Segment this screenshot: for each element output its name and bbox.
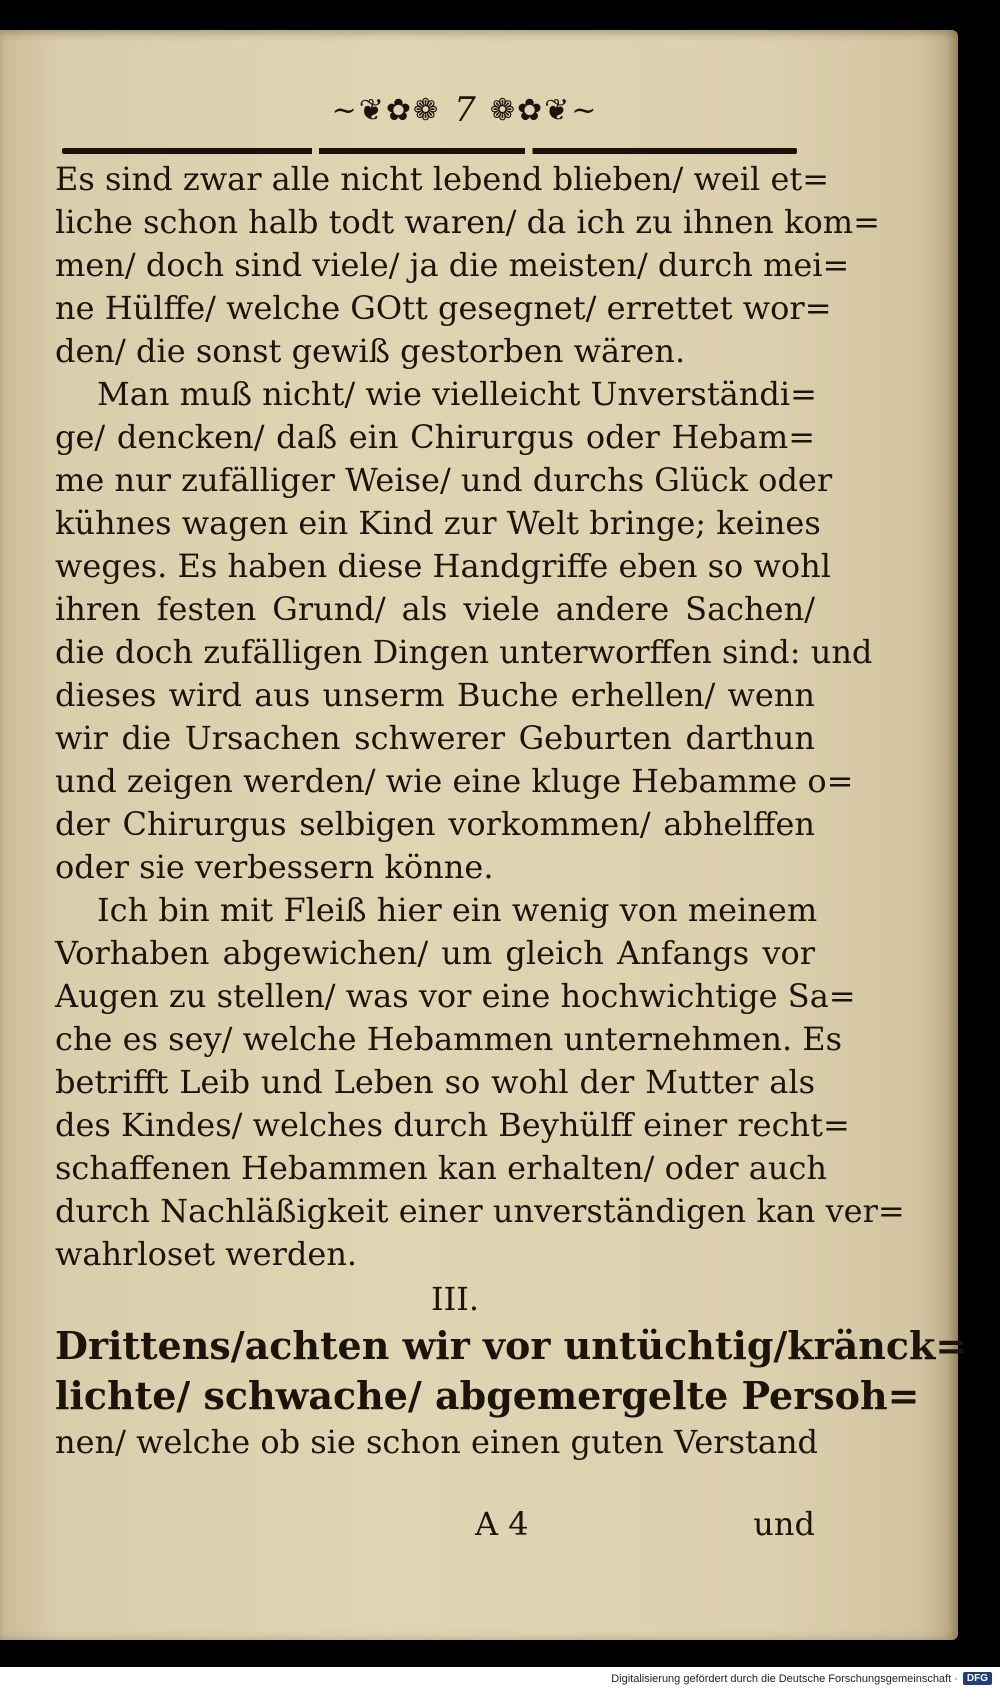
header-rule bbox=[62, 148, 797, 154]
text-line: liche schon halb todt waren/ da ich zu ihnen kom= bbox=[55, 203, 880, 241]
text-line: betrifft Leib und Leben so wohl der Mutter als bbox=[55, 1063, 815, 1101]
paragraph-4 bbox=[55, 1321, 968, 1464]
credit-text: Digitalisierung gefördert durch die Deutsche Forschungsgemeinschaft · bbox=[611, 1672, 958, 1685]
text-line: weges. Es haben diese Handgriffe eben so wohl bbox=[55, 547, 831, 585]
text-line: Man muß nicht/ wie vielleicht Unverständi= bbox=[97, 375, 817, 413]
body-text bbox=[55, 158, 968, 1464]
digitization-credit bbox=[0, 1667, 1000, 1690]
signature-mark: A 4 bbox=[475, 1505, 529, 1543]
text-line: Drittens/achten wir vor untüchtig/kränck= bbox=[55, 1323, 968, 1368]
text-line: Es sind zwar alle nicht lebend blieben/ weil et= bbox=[55, 160, 830, 198]
ornament-right: ❁✿❦~ bbox=[489, 92, 599, 128]
text-line: schaffenen Hebammen kan erhalten/ oder auch bbox=[55, 1149, 827, 1187]
text-line: kühnes wagen ein Kind zur Welt bringe; keines bbox=[55, 504, 821, 542]
text-line: des Kindes/ welches durch Beyhülff einer recht= bbox=[55, 1106, 850, 1144]
text-line: lichte/ schwache/ abgemergelte Persoh= bbox=[55, 1373, 920, 1418]
book-page bbox=[0, 30, 968, 1640]
text-line: die doch zufälligen Dingen unterworffen sind: und bbox=[55, 633, 873, 671]
text-line: und zeigen werden/ wie eine kluge Hebamme o= bbox=[55, 762, 854, 800]
section-number: III. bbox=[430, 1280, 480, 1318]
text-line: ne Hülffe/ welche GOtt gesegnet/ errettet wor= bbox=[55, 289, 832, 327]
text-line: durch Nachläßigkeit einer unverständigen kan ver= bbox=[55, 1192, 905, 1230]
text-line: me nur zufälliger Weise/ und durchs Glück oder bbox=[55, 461, 833, 499]
dfg-logo: DFG bbox=[963, 1672, 992, 1685]
paragraph-1 bbox=[55, 158, 880, 373]
text-line: wahrloset werden. bbox=[55, 1235, 358, 1273]
text-line: den/ die sonst gewiß gestorben wären. bbox=[55, 332, 686, 370]
text-line: wir die Ursachen schwerer Geburten darthun bbox=[55, 719, 815, 757]
paragraph-2 bbox=[55, 373, 873, 889]
text-line: men/ doch sind viele/ ja die meisten/ durch mei= bbox=[55, 246, 850, 284]
text-line: che es sey/ welche Hebammen unternehmen. Es bbox=[55, 1020, 843, 1058]
running-head bbox=[0, 90, 930, 130]
page-number: 7 bbox=[454, 90, 476, 130]
text-line: Ich bin mit Fleiß hier ein wenig von meinem bbox=[97, 891, 818, 929]
text-line: ge/ dencken/ daß ein Chirurgus oder Hebam= bbox=[55, 418, 815, 456]
ornament-left: ~❦✿❁ bbox=[331, 92, 441, 128]
text-line: ihren festen Grund/ als viele andere Sachen/ bbox=[55, 590, 815, 628]
paragraph-3 bbox=[55, 889, 905, 1276]
text-line: Vorhaben abgewichen/ um gleich Anfangs vor bbox=[55, 934, 815, 972]
text-line: oder sie verbessern könne. bbox=[55, 848, 494, 886]
text-line: der Chirurgus selbigen vorkommen/ abhelffen bbox=[55, 805, 815, 843]
text-line: dieses wird aus unserm Buche erhellen/ wenn bbox=[55, 676, 815, 714]
text-line: nen/ welche ob sie schon einen guten Verstand bbox=[55, 1423, 819, 1461]
text-line: Augen zu stellen/ was vor eine hochwichtige Sa= bbox=[55, 977, 856, 1015]
catchword: und bbox=[753, 1505, 815, 1543]
